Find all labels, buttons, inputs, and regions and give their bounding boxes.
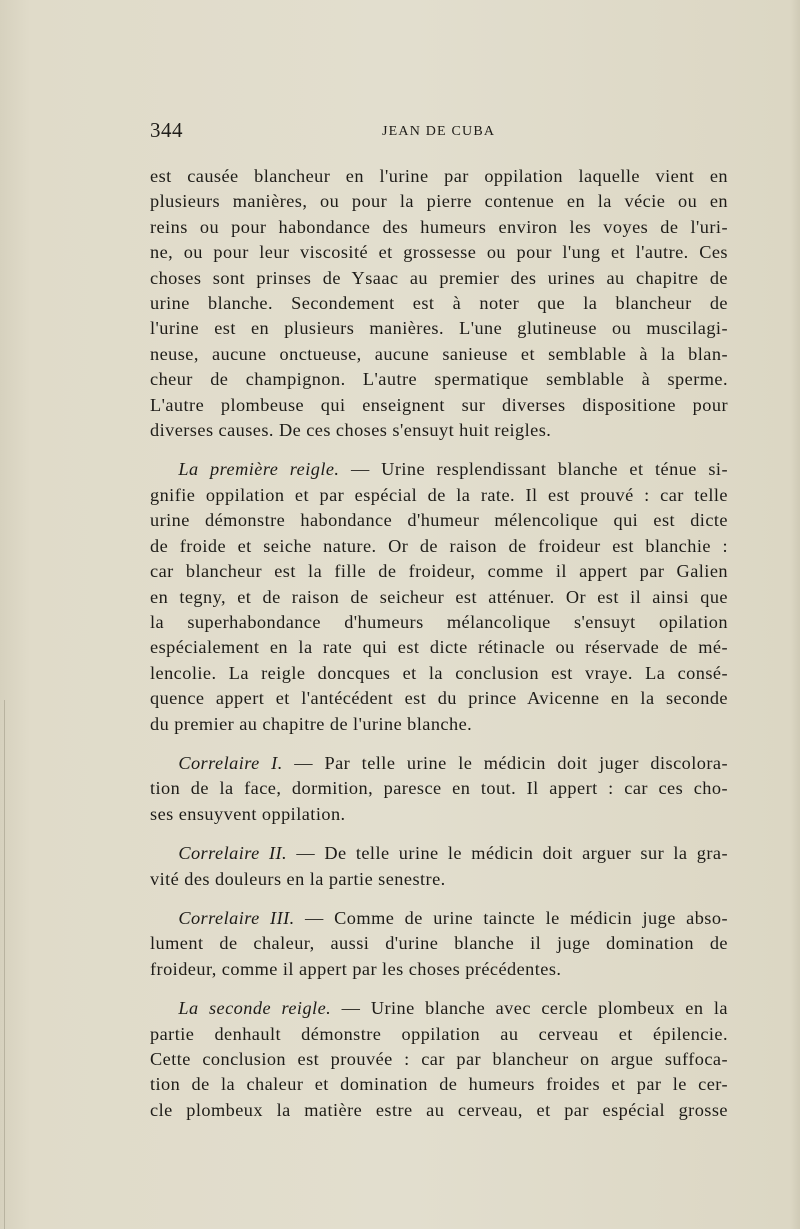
- text-line: cle plombeux la matière estre au cerveau, et par espécial grosse: [150, 1099, 728, 1120]
- text-line: La première reigle. — Urine resplendissant blanche et ténue si-: [178, 459, 728, 480]
- paragraph-correlaire-2: [150, 841, 728, 892]
- text-line: est causée blancheur en l'urine par oppilation laquelle vient en: [150, 166, 728, 186]
- text-line: partie denhault démonstre oppilation au cerveau et épilencie.: [150, 1023, 728, 1044]
- text-line: ne, ou pour leur viscosité et grossesse ou pour l'ung et l'autre. Ces: [150, 242, 728, 263]
- text-line: La seconde reigle. — Urine blanche avec cercle plombeux en la: [178, 998, 728, 1019]
- text-line: de froide et seiche nature. Or de raison de froideur est blanchie :: [150, 535, 728, 556]
- page-edge-shadow: [4, 700, 5, 1229]
- text-line: L'autre plombeuse qui enseignent sur diverses dispositione pour: [150, 394, 728, 415]
- text-line: diverses causes. De ces choses s'ensuyt huit reigles.: [150, 420, 552, 441]
- section-heading: Correlaire II.: [178, 843, 288, 864]
- text-line: plusieurs manières, ou pour la pierre contenue en la vécie ou en: [150, 191, 728, 212]
- paragraph-intro: [150, 164, 728, 443]
- text-line: urine blanche. Secondement est à noter que la blancheur de: [150, 293, 728, 314]
- text-line: Correlaire III. — Comme de urine taincte le médicin juge abso-: [178, 907, 728, 928]
- text-line: vité des douleurs en la partie senestre.: [150, 868, 446, 889]
- section-heading: La seconde reigle.: [178, 998, 332, 1019]
- page-body: [150, 164, 728, 1123]
- text-line: Correlaire I. — Par telle urine le médicin doit juger discolora-: [178, 752, 728, 773]
- text-line: neuse, aucune onctueuse, aucune sanieuse et semblable à la blan-: [150, 343, 728, 364]
- text-line: cheur de champignon. L'autre spermatique semblable à sperme.: [150, 369, 728, 390]
- text-line: reins ou pour habondance des humeurs environ les voyes de l'uri-: [150, 216, 728, 237]
- running-title: JEAN DE CUBA: [382, 124, 496, 139]
- text-line: espécialement en la rate qui est dicte rétinacle ou réservade de mé-: [150, 637, 728, 658]
- text-line: tion de la face, dormition, paresce en tout. Il appert : car ces cho-: [150, 778, 728, 799]
- text-line: gnifie oppilation et par espécial de la rate. Il est prouvé : car telle: [150, 484, 728, 505]
- text-line: quence appert et l'antécédent est du prince Avicenne en la seconde: [150, 688, 728, 709]
- text-line: lencolie. La reigle doncques et la conclusion est vraye. La consé-: [150, 662, 728, 683]
- text-line: choses sont prinses de Ysaac au premier des urines au chapitre de: [150, 267, 728, 288]
- text-line: Cette conclusion est prouvée : car par blancheur on argue suffoca-: [150, 1049, 728, 1069]
- text-line: en tegny, et de raison de seicheur est atténuer. Or est il ainsi que: [150, 586, 728, 607]
- section-heading: La première reigle.: [178, 459, 340, 480]
- text-line: l'urine est en plusieurs manières. L'une glutineuse ou muscilagi-: [150, 318, 728, 339]
- text-line: tion de la chaleur et domination de humeurs froides et par le cer-: [150, 1074, 728, 1095]
- text-line: la superhabondance d'humeurs mélancolique s'ensuyt opilation: [150, 611, 728, 632]
- text-line: Correlaire II. — De telle urine le médicin doit arguer sur la gra-: [178, 843, 728, 864]
- text-line: ses ensuyvent oppilation.: [150, 803, 346, 824]
- paragraph-correlaire-3: [150, 906, 728, 982]
- paragraph-correlaire-1: [150, 751, 728, 827]
- text-line: du premier au chapitre de l'urine blanche.: [150, 713, 473, 734]
- text-line: urine démonstre habondance d'humeur mélencolique qui est dicte: [150, 510, 728, 531]
- text-line: lument de chaleur, aussi d'urine blanche il juge domination de: [150, 933, 728, 954]
- text-line: froideur, comme il appert par les choses précédentes.: [150, 958, 562, 979]
- paragraph-premiere-reigle: [150, 457, 728, 736]
- page-header: [150, 118, 728, 148]
- page-number: 344: [150, 118, 183, 142]
- section-heading: Correlaire I.: [178, 752, 283, 773]
- paragraph-seconde-reigle: [150, 996, 728, 1123]
- text-line: car blancheur est la fille de froideur, comme il appert par Galien: [150, 561, 728, 582]
- section-heading: Correlaire III.: [178, 907, 295, 928]
